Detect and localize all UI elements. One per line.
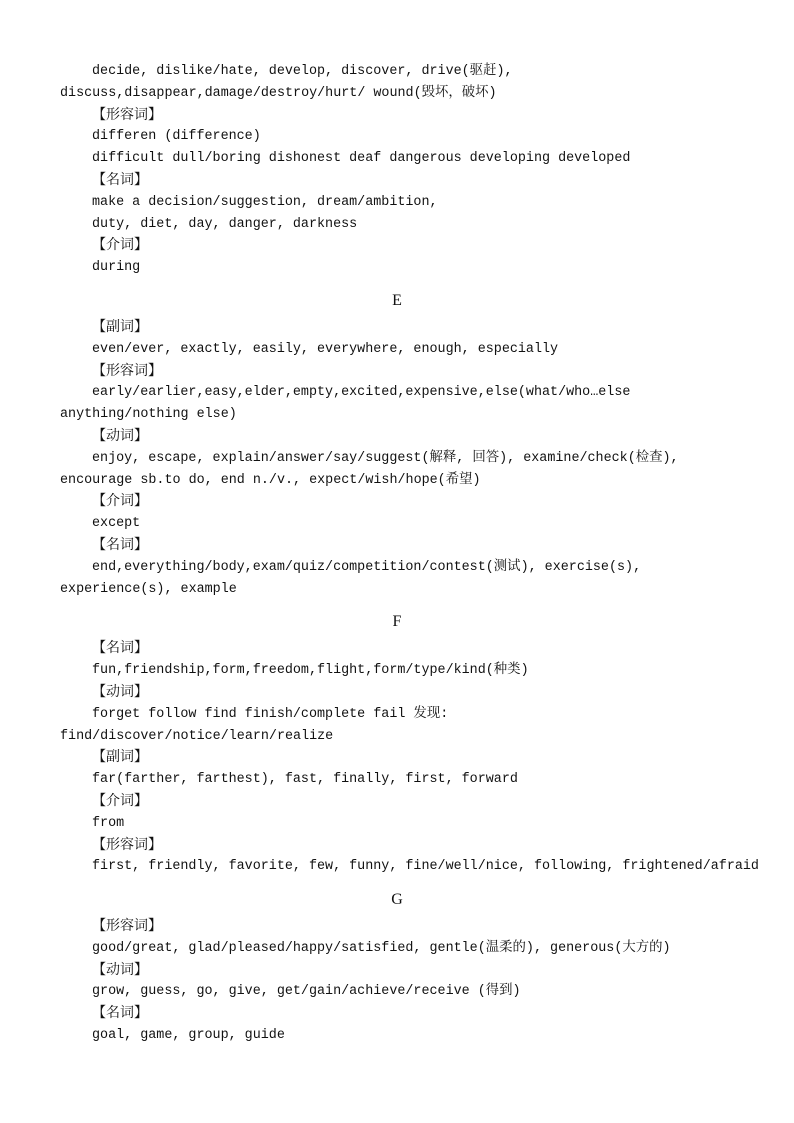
e-adverb-line-1: even/ever, exactly, easily, everywhere, enough, especially <box>92 341 559 357</box>
d-preposition-tag: 【介词】 <box>92 237 148 254</box>
section-heading-e: E <box>392 291 402 309</box>
e-adverb-tag: 【副词】 <box>92 318 148 335</box>
d-verbs-line-2: discuss,disappear,damage/destroy/hurt/ wound(毁坏，破坏) <box>60 85 497 101</box>
g-adjective-line-1: good/great, glad/pleased/happy/satisfied, gentle(温柔的), generous(大方的) <box>92 940 671 956</box>
e-adjective-tag: 【形容词】 <box>92 362 162 379</box>
d-noun-line-1: make a decision/suggestion, dream/ambition, <box>92 194 438 210</box>
f-adverb-tag: 【副词】 <box>92 749 148 766</box>
e-noun-tag: 【名词】 <box>92 536 148 553</box>
d-adjective-line-1: differen (difference) <box>92 129 261 145</box>
f-preposition-line-1: from <box>92 815 125 831</box>
d-preposition-line-1: during <box>92 260 141 276</box>
section-heading-g: G <box>391 891 403 909</box>
e-verb-line-1: enjoy, escape, explain/answer/say/suggest(解释, 回答), examine/check(检查), <box>92 450 679 466</box>
f-preposition-tag: 【介词】 <box>92 792 148 809</box>
section-heading-f: F <box>392 613 402 631</box>
g-verb-tag: 【动词】 <box>92 961 148 978</box>
vocabulary-page <box>0 61 794 1047</box>
d-adjective-tag: 【形容词】 <box>92 106 162 123</box>
f-noun-tag: 【名词】 <box>92 640 148 657</box>
e-noun-line-1: end,everything/body,exam/quiz/competition/contest(测试), exercise(s), <box>92 559 642 575</box>
e-preposition-tag: 【介词】 <box>92 493 148 510</box>
e-adjective-line-2: anything/nothing else) <box>60 407 237 423</box>
d-noun-tag: 【名词】 <box>92 171 148 188</box>
d-adjective-line-2: difficult dull/boring dishonest deaf dangerous developing developed <box>92 151 631 167</box>
f-verb-line-1: forget follow find finish/complete fail 发现: <box>92 706 449 722</box>
f-verb-tag: 【动词】 <box>92 683 148 700</box>
d-noun-line-2: duty, diet, day, danger, darkness <box>92 216 358 232</box>
e-verb-tag: 【动词】 <box>92 427 148 444</box>
g-adjective-tag: 【形容词】 <box>92 918 162 935</box>
e-preposition-line-1: except <box>92 516 141 532</box>
e-adjective-line-1: early/earlier,easy,elder,empty,excited,expensive,else(what/who…else <box>92 385 631 401</box>
f-adjective-line-1: first, friendly, favorite, few, funny, fine/well/nice, following, frightened/afraid <box>92 859 759 875</box>
f-adjective-tag: 【形容词】 <box>92 836 162 853</box>
e-noun-line-2: experience(s), example <box>60 581 237 597</box>
g-verb-line-1: grow, guess, go, give, get/gain/achieve/receive (得到) <box>92 984 521 1000</box>
e-verb-line-2: encourage sb.to do, end n./v., expect/wish/hope(希望) <box>60 472 481 488</box>
g-noun-line-1: goal, game, group, guide <box>92 1028 285 1044</box>
g-noun-tag: 【名词】 <box>92 1005 148 1022</box>
f-noun-line-1: fun,friendship,form,freedom,flight,form/type/kind(种类) <box>92 663 529 679</box>
f-adverb-line-1: far(farther, farthest), fast, finally, first, forward <box>92 772 518 788</box>
d-verbs-line-1: decide, dislike/hate, develop, discover, drive(驱赶), <box>92 64 513 79</box>
f-verb-line-2: find/discover/notice/learn/realize <box>60 728 334 744</box>
